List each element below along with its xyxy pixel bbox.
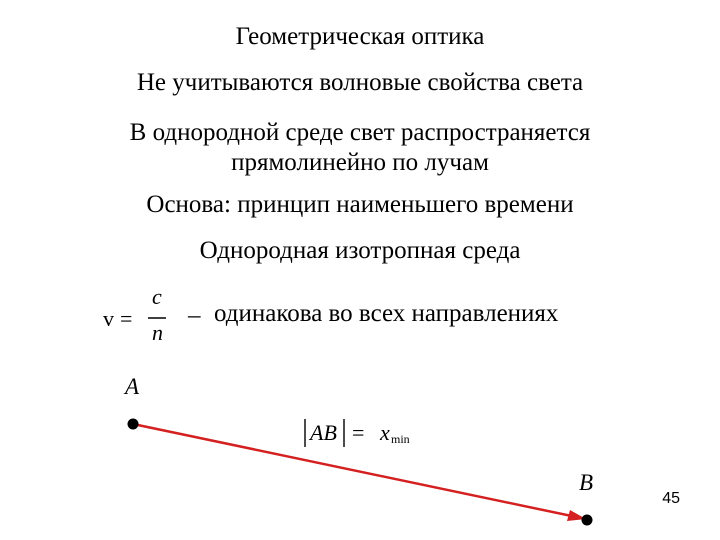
point-b-dot [582, 515, 593, 526]
formula-equals: = [120, 306, 133, 331]
point-a-label: A [125, 374, 140, 399]
formula-v: v [103, 306, 114, 331]
slide-title: Геометрическая оптика [235, 23, 485, 50]
statement-homogeneous-line2: прямолинейно по лучам [231, 149, 489, 176]
point-b-label: B [579, 470, 594, 495]
statement-wave-properties: Не учитываются волновые свойства света [136, 69, 584, 96]
formula-denominator: n [152, 320, 163, 345]
statement-isotropic-medium: Однородная изотропная среда [199, 237, 521, 264]
formula-numerator: c [152, 284, 162, 309]
distance-equals: = [352, 420, 365, 445]
formula-dash: – [188, 302, 201, 329]
page-number: 45 [662, 490, 680, 507]
distance-x: x [380, 420, 390, 445]
distance-subscript: min [391, 432, 410, 446]
point-a-dot [128, 419, 139, 430]
formula-description: одинакова во всех направлениях [214, 300, 559, 327]
statement-least-time: Основа: принцип наименьшего времени [146, 191, 574, 218]
distance-ab: AB [310, 420, 337, 445]
statement-homogeneous-line1: В однородной среде свет распространяется [129, 119, 591, 146]
